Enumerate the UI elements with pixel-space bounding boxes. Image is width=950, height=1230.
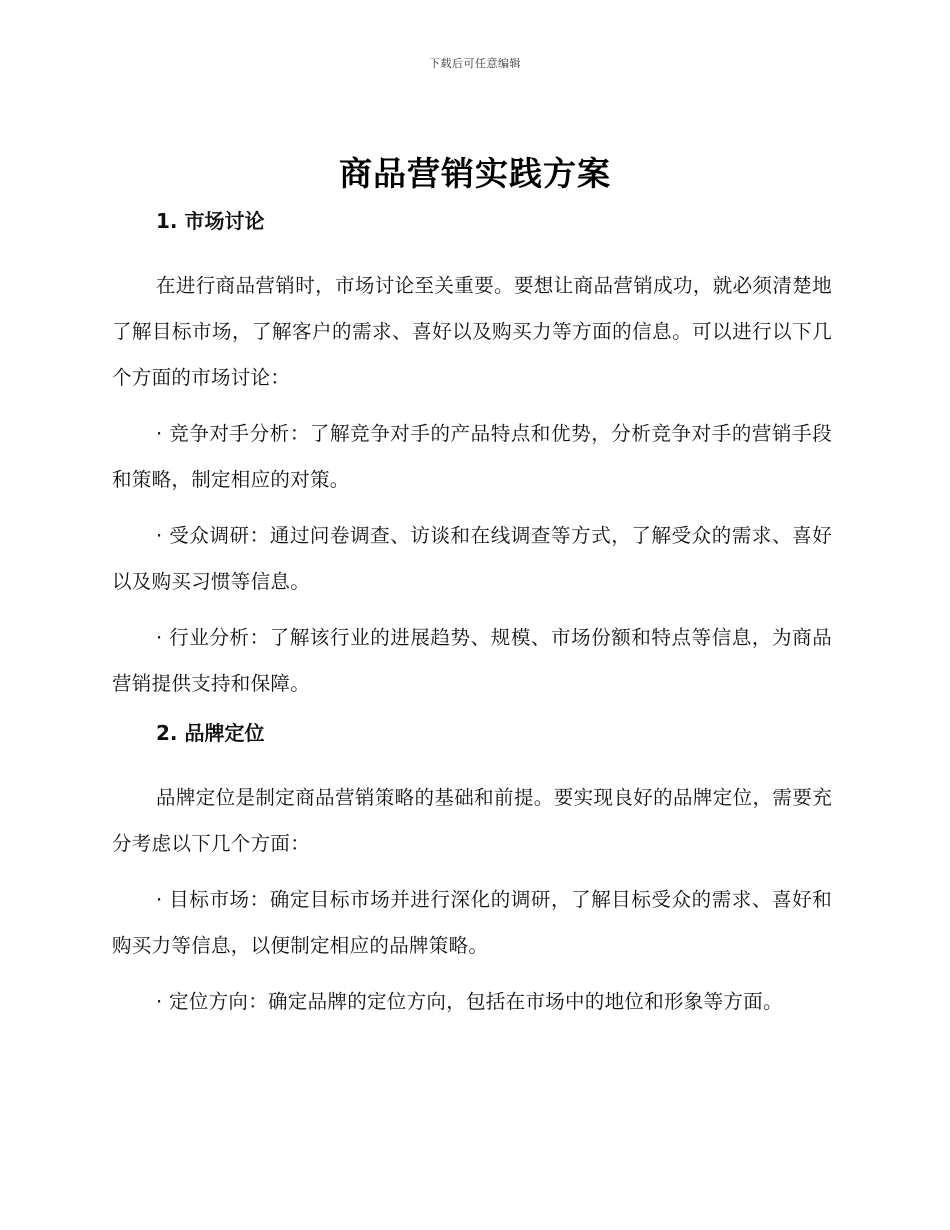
bullet-paragraph: · 竞争对手分析：了解竞争对手的产品特点和优势，分析竞争对手的营销手段和策略，制定相应的对策。 <box>112 422 832 491</box>
document-title: 商品营销实践方案 <box>339 154 611 193</box>
header-note: 下载后可任意编辑 <box>429 57 521 70</box>
document-body <box>112 205 832 1025</box>
bullet-paragraph: · 受众调研：通过问卷调查、访谈和在线调查等方式，了解受众的需求、喜好以及购买习惯等信息。 <box>112 524 832 593</box>
bullet-paragraph: · 行业分析：了解该行业的进展趋势、规模、市场份额和特点等信息，为商品营销提供支持和保障。 <box>112 626 832 695</box>
bullet-paragraph: · 定位方向：确定品牌的定位方向，包括在市场中的地位和形象等方面。 <box>156 990 783 1013</box>
section-heading-market-research: 1. 市场讨论 <box>156 209 265 233</box>
section-heading-brand-positioning: 2. 品牌定位 <box>156 721 265 745</box>
bullet-paragraph: · 目标市场：确定目标市场并进行深化的调研，了解目标受众的需求、喜好和购买力等信息，以便制定相应的品牌策略。 <box>112 888 832 957</box>
paragraph: 在进行商品营销时，市场讨论至关重要。要想让商品营销成功，就必须清楚地了解目标市场，了解客户的需求、喜好以及购买力等方面的信息。可以进行以下几个方面的市场讨论： <box>112 274 832 389</box>
paragraph: 品牌定位是制定商品营销策略的基础和前提。要实现良好的品牌定位，需要充分考虑以下几个方面： <box>112 786 832 855</box>
